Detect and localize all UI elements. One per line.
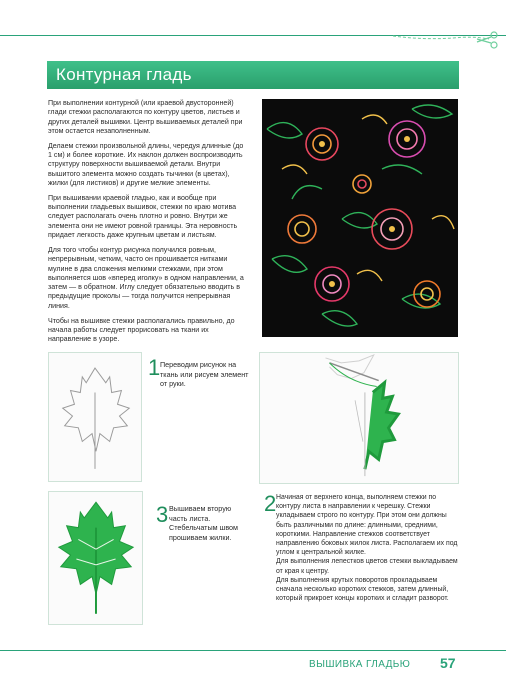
paragraph: Делаем стежки произвольной длины, чередуя длинные (до 1 см) и более короткие. Их наклон должен воспроизводить структуру поверхности вышиваемой детали. Внутри вышитого элемента можно создать тычинки (в цветах), жилки (для листиков) и другие мелкие элементы. xyxy=(48,141,244,187)
body-text xyxy=(48,99,246,350)
step-3-caption: Вышиваем вторую часть листа. Стебельчатым швом прошиваем жилки. xyxy=(169,504,238,542)
step-1-caption: Переводим рисунок на ткань или рисуем элемент от руки. xyxy=(160,360,249,389)
step-1-image xyxy=(48,352,142,482)
step-2-caption: Начиная от верхнего конца, выполняем стежки по контуру листа в направлении к черешку. Стежки укладываем строго по контуру. При этом они должны быть различными по длине: длинными, средними, короткими. Направление стежков соответствует направлению боковых жилок листа. Располагаем их под углом к центральной жилке. Для выполнения лепестков цветов стежки выкладываем от края к центру. Для выполнения крутых поворотов прокладываем сначала несколько коротких стежков, затем длинный, который прикроет концы коротких и сгладит разворот. xyxy=(276,494,458,603)
step-2-number: 2 xyxy=(264,491,277,516)
footer-rule xyxy=(0,650,506,651)
step-2-image xyxy=(259,352,459,484)
paragraph: Чтобы на вышивке стежки располагались правильно, до начала работы следует прорисовать на ткани их направление в узоре. xyxy=(48,316,235,344)
paragraph: Для того чтобы контур рисунка получился ровным, непрерывным, четким, часто он прошивается нитками мулине в два сложения мелкими стежками, при этом выполняется шов «вперед иголку» в одном направлении, а затем — в обратном. Иглу следует обязательно вводить в предыдущие проколы — тогда получится непрерывная линия. xyxy=(48,245,244,310)
paragraph: При выполнении контурной (или краевой двусторонней) глади стежки располагаются по контуру цветов, листьев и других деталей вышивки. Центр вышиваемых деталей при этом остается незаполненным. xyxy=(48,99,243,135)
scissors-thread-icon xyxy=(393,30,503,52)
step-3-number: 3 xyxy=(156,502,169,527)
embroidery-photo xyxy=(262,99,458,337)
page-number: 57 xyxy=(440,655,456,671)
step-3-image xyxy=(48,491,143,625)
section-title: ВЫШИВКА ГЛАДЬЮ xyxy=(309,659,411,670)
page-title: Контурная гладь xyxy=(47,61,459,89)
step-1-number: 1 xyxy=(148,355,161,380)
paragraph: При вышивании краевой гладью, как и вообще при выполнении гладьевых вышивок, стежки по краю мотива следует располагать очень плотно и ровно. Внутри же элемента они не имеют ровной границы. Эта неровность придает легкость даже крупным цветам и листьям. xyxy=(48,193,238,240)
